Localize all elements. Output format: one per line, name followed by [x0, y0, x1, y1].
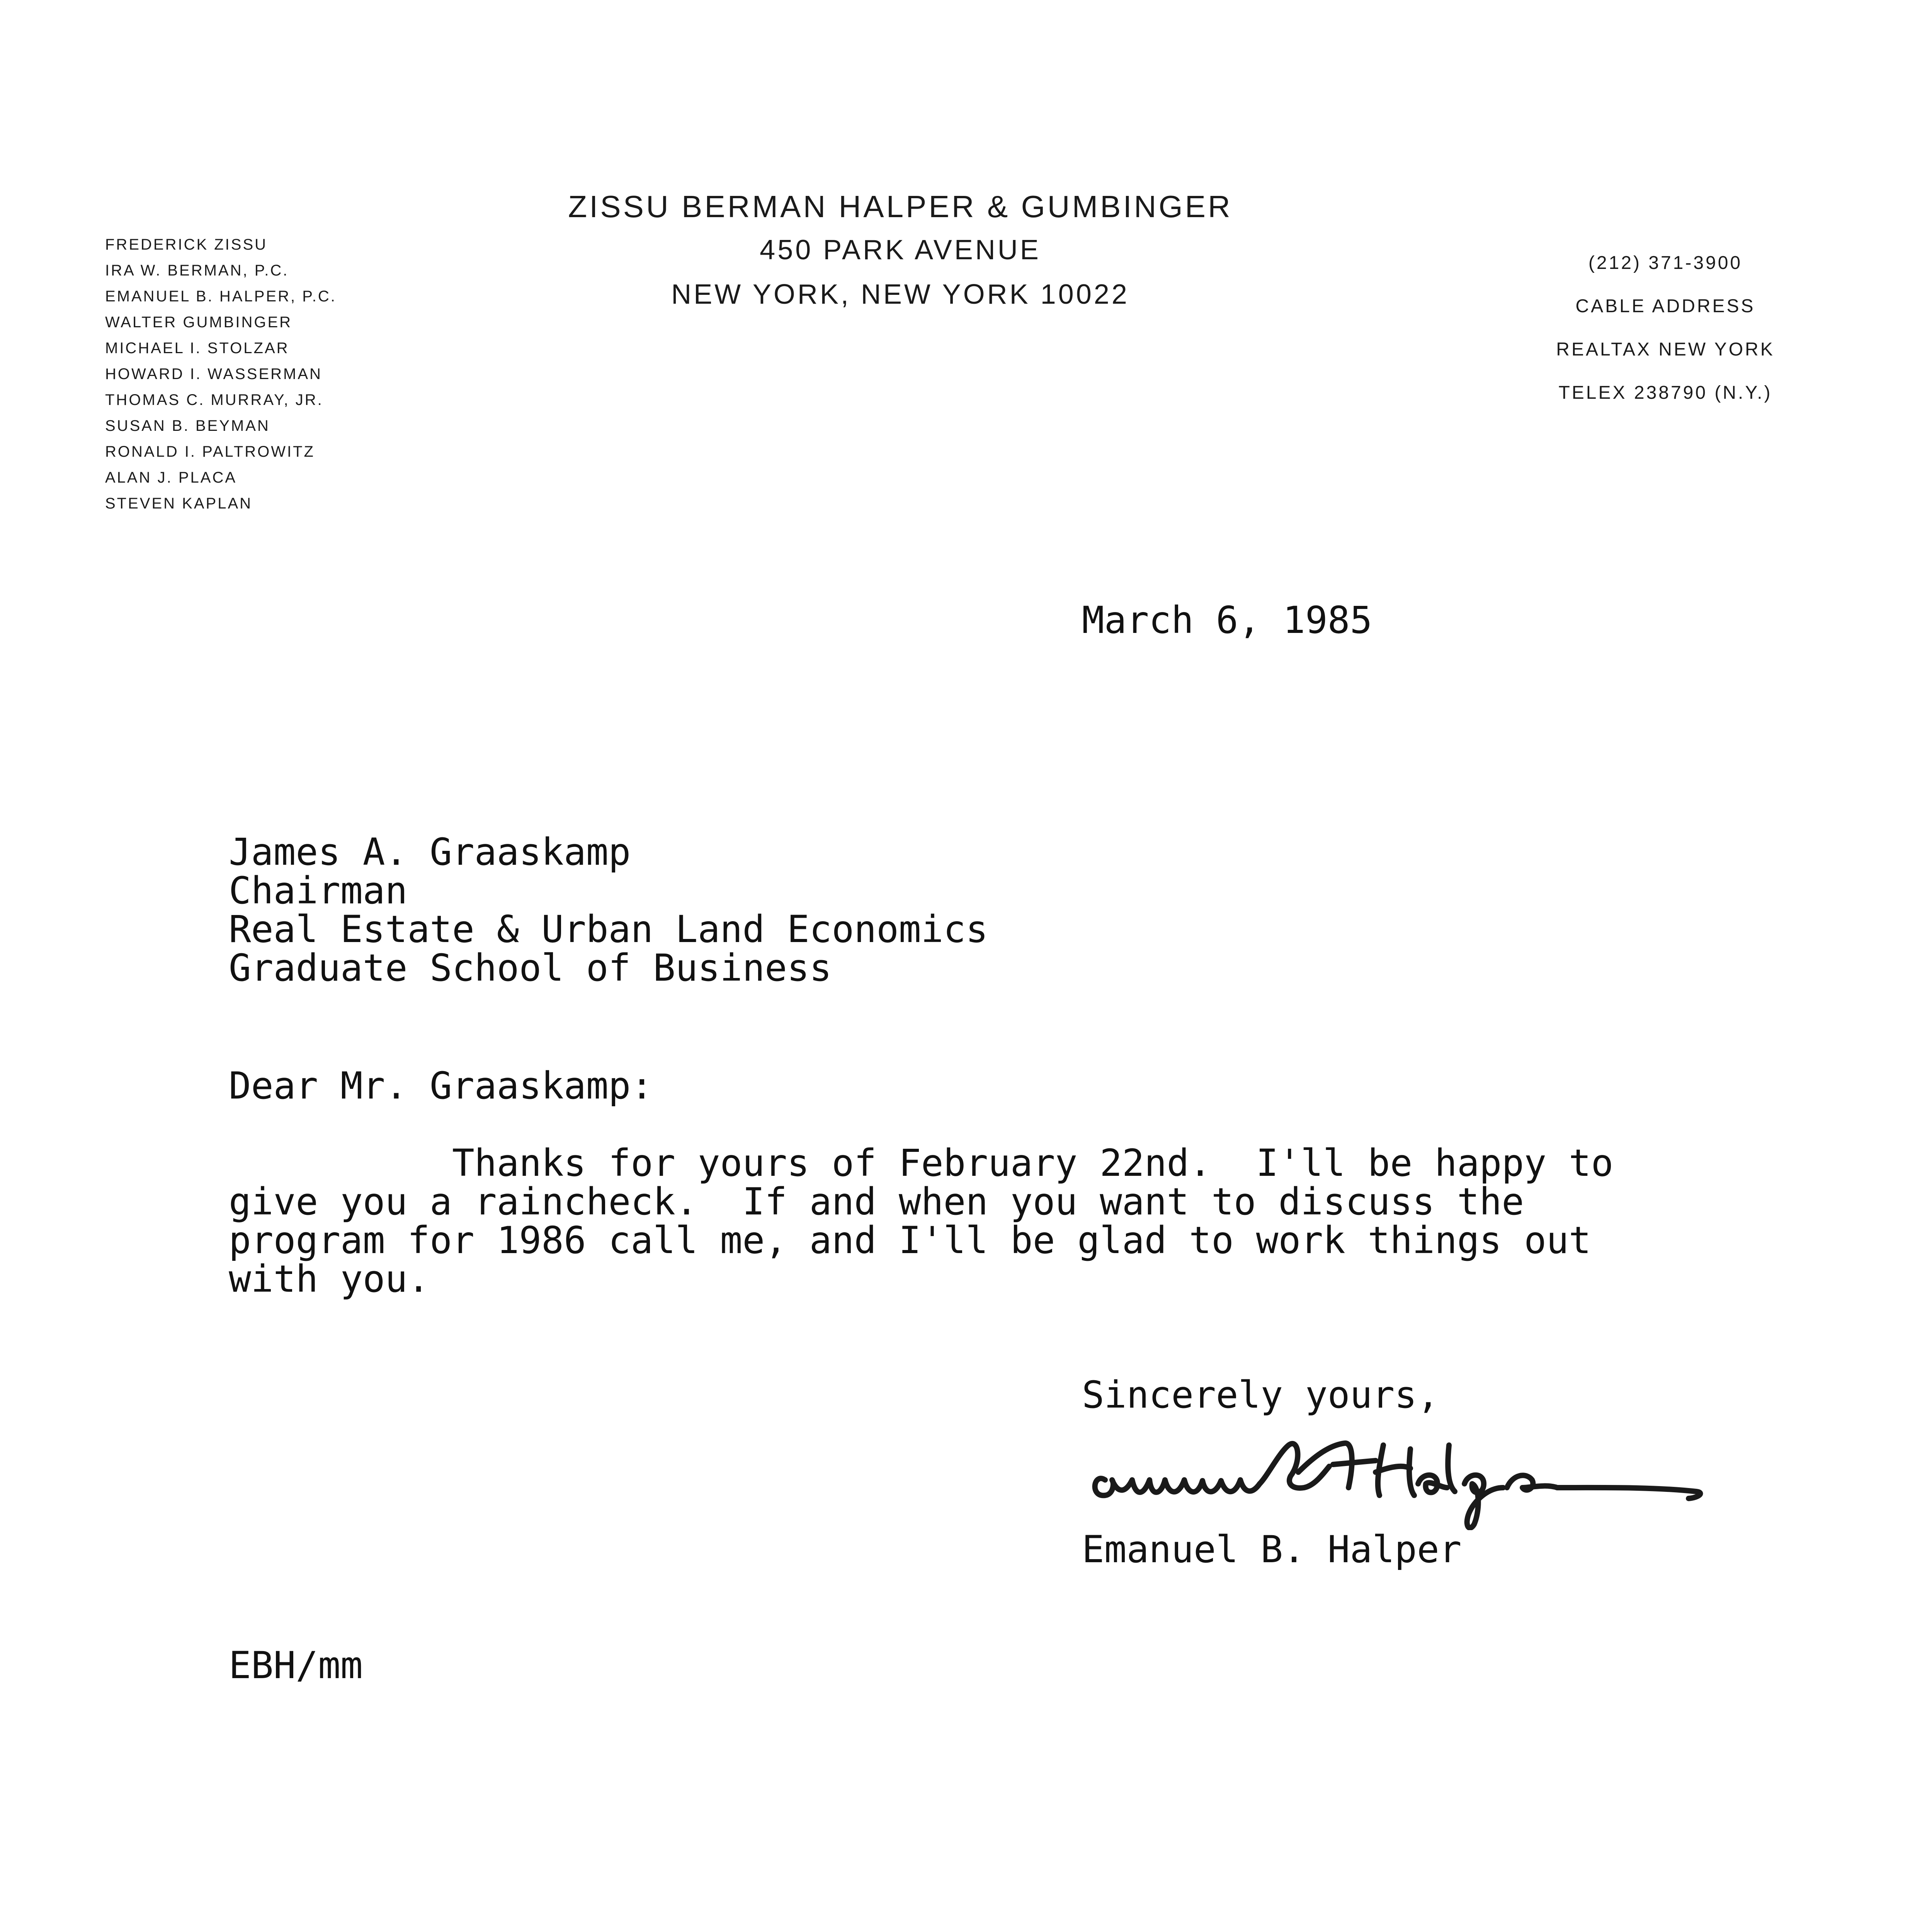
telex-number: TELEX 238790 (N.Y.) [1558, 383, 1772, 403]
firm-address-line2: NEW YORK, NEW YORK 10022 [671, 279, 1129, 310]
partner-name: THOMAS C. MURRAY, JR. [105, 391, 323, 408]
closing: Sincerely yours, [1082, 1373, 1439, 1417]
recipient-name: James A. Graaskamp [229, 830, 631, 874]
recipient-title: Chairman [229, 869, 408, 912]
partner-name: MICHAEL I. STOLZAR [105, 340, 289, 357]
firm-name: ZISSU BERMAN HALPER & GUMBINGER [568, 189, 1233, 224]
partner-name: STEVEN KAPLAN [105, 495, 253, 512]
letter-date: March 6, 1985 [1082, 599, 1372, 642]
partner-name: FREDERICK ZISSU [105, 236, 268, 253]
contact-block [1492, 242, 1839, 415]
partner-name: ALAN J. PLACA [105, 469, 237, 486]
body-line: program for 1986 call me, and I'll be glad to work things out [229, 1219, 1591, 1262]
recipient-school: Graduate School of Business [229, 946, 832, 990]
body-line: with you. [229, 1257, 430, 1301]
body-line: give you a raincheck. If and when you want to discuss the [229, 1180, 1524, 1223]
cable-address: REALTAX NEW YORK [1556, 339, 1775, 360]
partner-name: WALTER GUMBINGER [105, 314, 293, 331]
partners-list [105, 232, 337, 517]
partner-name: RONALD I. PALTROWITZ [105, 443, 315, 460]
handwritten-signature [1082, 1430, 1747, 1530]
body-line: Thanks for yours of February 22nd. I'll be happy to [229, 1141, 1614, 1185]
partner-name: IRA W. BERMAN, P.C. [105, 262, 289, 279]
salutation: Dear Mr. Graaskamp: [229, 1064, 653, 1107]
recipient-department: Real Estate & Urban Land Economics [229, 908, 988, 951]
cable-address-label: CABLE ADDRESS [1575, 296, 1755, 316]
letterhead-firm [437, 185, 1364, 317]
phone-number: (212) 371-3900 [1588, 253, 1743, 273]
signer-name: Emanuel B. Halper [1082, 1528, 1462, 1571]
partner-name: EMANUEL B. HALPER, P.C. [105, 288, 337, 305]
partner-name: HOWARD I. WASSERMAN [105, 366, 322, 383]
firm-address-line1: 450 PARK AVENUE [760, 235, 1041, 265]
reference-initials: EBH/mm [229, 1644, 363, 1687]
partner-name: SUSAN B. BEYMAN [105, 417, 270, 434]
